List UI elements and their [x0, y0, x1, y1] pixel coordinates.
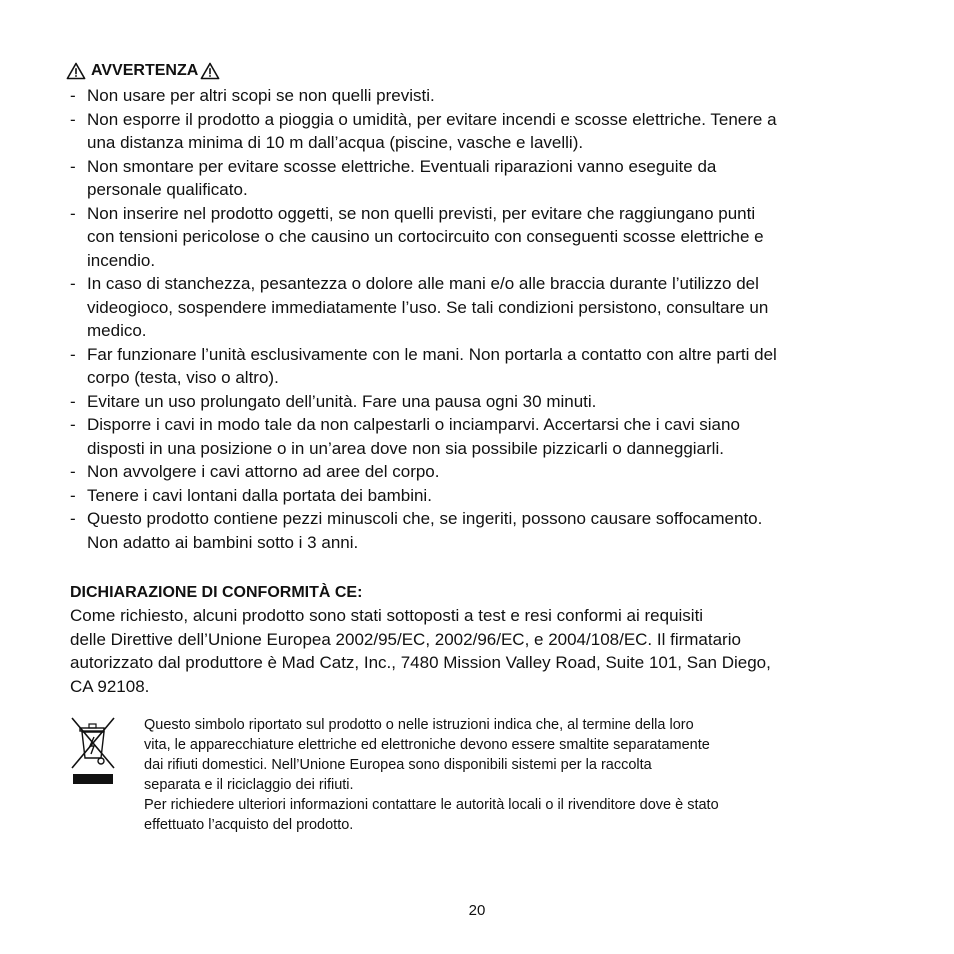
disposal-notice [144, 715, 834, 835]
warning-triangle-icon [200, 62, 220, 80]
disposal-line: separata e il riciclaggio dei rifiuti. [144, 777, 354, 793]
warning-item-line: Non inserire nel prodotto oggetti, se non quelli previsti, per evitare che raggiungano punti [87, 203, 756, 223]
disposal-line: vita, le apparecchiature elettriche ed elettroniche devono essere smaltite separatamente [144, 737, 710, 753]
warning-item [70, 484, 905, 508]
list-dash: - [70, 415, 76, 434]
warning-item [70, 155, 905, 202]
warning-item-line: Non avvolgere i cavi attorno ad aree del corpo. [87, 462, 440, 481]
warning-item [70, 390, 905, 414]
warning-item-line: incendio. [87, 250, 156, 270]
warning-item [70, 460, 905, 484]
warning-item-line: Non adatto ai bambini sotto i 3 anni. [87, 532, 359, 552]
list-dash: - [70, 274, 76, 293]
warning-item-line: personale qualificato. [87, 180, 248, 199]
page-number: 20 [468, 902, 486, 919]
list-dash: - [70, 391, 76, 411]
warning-item-line: Non smontare per evitare scosse elettriche. Eventuali riparazioni vanno eseguite da [87, 156, 717, 176]
list-dash: - [70, 109, 76, 129]
conformity-line: autorizzato dal produttore è Mad Catz, Inc., 7480 Mission Valley Road, Suite 101, San Diego, [70, 653, 771, 672]
warning-item [70, 108, 905, 155]
warning-item-line: Far funzionare l’unità esclusivamente con le mani. Non portarla a contatto con altre parti del [87, 344, 777, 364]
list-dash: - [70, 86, 76, 105]
warning-item-line: Tenere i cavi lontani dalla portata dei bambini. [87, 485, 432, 505]
warning-item-line: Disporre i cavi in modo tale da non calpestarli o inciamparvi. Accertarsi che i cavi siano [87, 415, 740, 434]
warning-item [70, 202, 905, 273]
warning-triangle-icon [66, 62, 86, 80]
warning-item-line: videogioco, sospendere immediatamente l’uso. Se tali condizioni persistono, consultare un [87, 297, 769, 317]
disposal-line: Per richiedere ulteriori informazioni contattare le autorità locali o il rivenditore dove è stato [144, 797, 719, 813]
disposal-line: dai rifiuti domestici. Nell’Unione Europea sono disponibili sistemi per la raccolta [144, 757, 652, 773]
conformity-title: DICHIARAZIONE DI CONFORMITÀ CE: [70, 584, 363, 601]
disposal-line: Questo simbolo riportato sul prodotto o nelle istruzioni indica che, al termine della loro [144, 717, 694, 733]
warning-item-line: corpo (testa, viso o altro). [87, 368, 279, 387]
warning-item-line: Non usare per altri scopi se non quelli previsti. [87, 86, 435, 105]
list-dash: - [70, 156, 76, 176]
warning-item [70, 84, 905, 108]
list-dash: - [70, 485, 76, 505]
warning-item-line: disposti in una posizione o in un’area dove non sia possibile pizzicarli o danneggiarli. [87, 438, 724, 458]
warning-item [70, 413, 905, 460]
list-dash: - [70, 509, 76, 528]
warning-item [70, 343, 905, 390]
warning-item-line: Non esporre il prodotto a pioggia o umidità, per evitare incendi e scosse elettriche. Tenere a [87, 109, 777, 129]
list-dash: - [70, 203, 76, 223]
warning-item-line: con tensioni pericolose o che causino un cortocircuito con conseguenti scosse elettriche e [87, 227, 764, 246]
warning-item-line: In caso di stanchezza, pesantezza o dolore alle mani e/o alle braccia durante l’utilizzo del [87, 274, 759, 293]
warning-item [70, 272, 905, 343]
warning-title: AVVERTENZA [91, 62, 199, 79]
warning-item-line: Evitare un uso prolungato dell’unità. Fare una pausa ogni 30 minuti. [87, 391, 597, 411]
warning-item [70, 507, 905, 554]
warning-item-line: Questo prodotto contiene pezzi minuscoli che, se ingeriti, possono causare soffocamento. [87, 509, 763, 528]
warning-list [70, 84, 905, 554]
conformity-line: delle Direttive dell’Unione Europea 2002/95/EC, 2002/96/EC, e 2004/108/EC. Il firmatario [70, 629, 741, 649]
disposal-line: effettuato l’acquisto del prodotto. [144, 817, 354, 833]
warning-item-line: medico. [87, 321, 147, 340]
warning-item-line: una distanza minima di 10 m dall’acqua (piscine, vasche e lavelli). [87, 133, 584, 152]
crossed-out-wheeled-bin-icon [70, 716, 116, 786]
list-dash: - [70, 462, 76, 481]
conformity-line: Come richiesto, alcuni prodotto sono stati sottoposti a test e resi conformi ai requisiti [70, 606, 704, 625]
conformity-line: CA 92108. [70, 676, 150, 696]
warning-heading [66, 60, 220, 82]
list-dash: - [70, 344, 76, 364]
conformity-text [70, 604, 900, 698]
